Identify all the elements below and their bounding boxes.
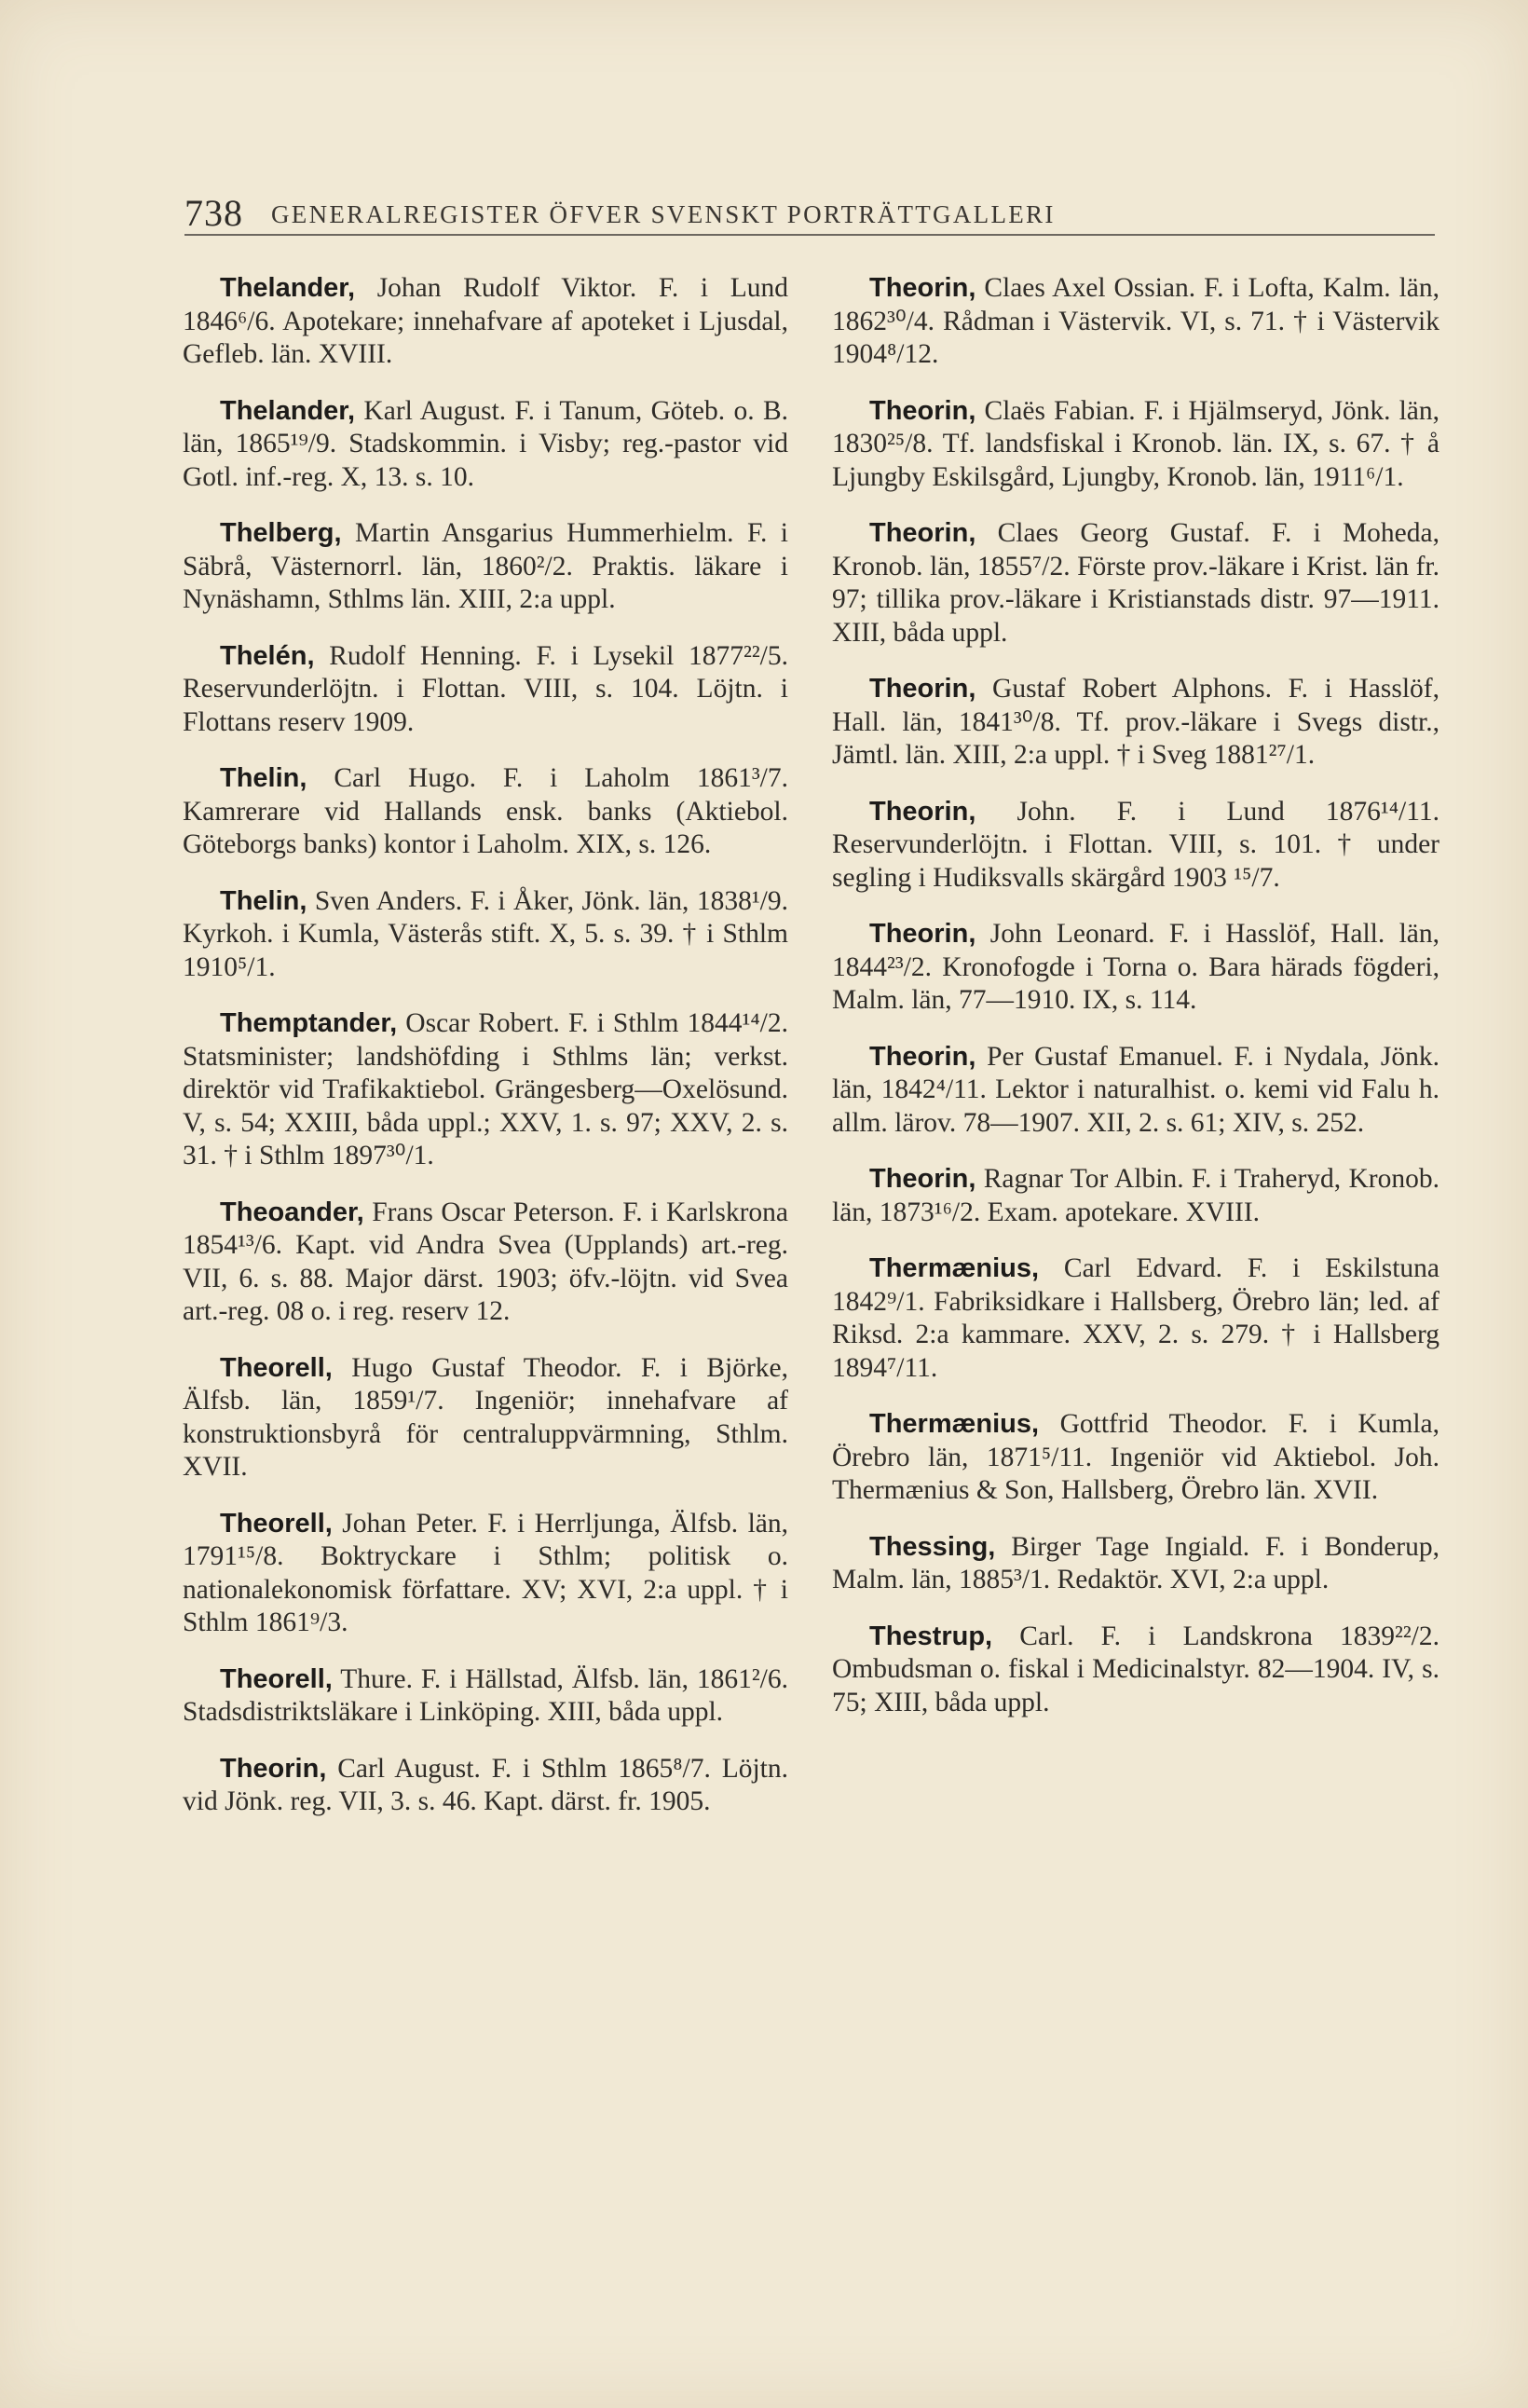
entry-surname: Theoander, <box>220 1197 364 1227</box>
register-entry <box>832 1621 1439 1720</box>
entry-text: Oscar Robert. F. i Sthlm 1844¹⁴/2. Statsminister; landshöfding i Sthlms län; verkst. direktör vid Trafikaktiebol. Grängesberg—Oxelösund. V, s. 54; XXIII, båda uppl.; XXV, 1. s. 97; XXV, 2. s. 31. † i Sthlm 1897³⁰/1. <box>183 1008 788 1170</box>
entry-text: Johan Rudolf Viktor. F. i Lund 1846⁶/6. Apotekare; innehafvare af apoteket i Ljusdal, Gefleb. län. XVIII. <box>183 273 788 369</box>
entry-text: Carl. F. i Landskrona 1839²²/2. Ombudsman o. fiskal i Medicinalstyr. 82—1904. IV, s. 75; XIII, båda uppl. <box>832 1621 1439 1717</box>
entry-text: Carl August. F. i Sthlm 1865⁸/7. Löjtn. vid Jönk. reg. VII, 3. s. 46. Kapt. därst. fr. 1905. <box>183 1753 788 1816</box>
register-entry <box>832 1163 1439 1229</box>
entry-surname: Thelén, <box>220 640 315 671</box>
entry-surname: Theorell, <box>220 1352 333 1383</box>
entry-text: Claes Georg Gustaf. F. i Moheda, Kronob. län, 1855⁷/2. Förste prov.-läkare i Krist. län fr. 97; tillika prov.-läkare i Kristianstads distr. 97—1911. XIII, båda uppl. <box>832 518 1439 648</box>
register-entry <box>832 517 1439 650</box>
entry-surname: Thelberg, <box>220 518 342 548</box>
entry-text: Per Gustaf Emanuel. F. i Nydala, Jönk. län, 1842⁴/11. Lektor i naturalhist. o. kemi vid Falu h. allm. lärov. 78—1907. XII, 2. s. 61; XIV, s. 252. <box>832 1041 1439 1138</box>
register-entry <box>832 1252 1439 1385</box>
entry-text: John Leonard. F. i Hasslöf, Hall. län, 1844²³/2. Kronofogde i Torna o. Bara härads fögderi, Malm. län, 77—1910. IX, s. 114. <box>832 919 1439 1015</box>
entry-text: John. F. i Lund 1876¹⁴/11. Reservunderlöjtn. i Flottan. VIII, s. 101. † under segling i Hudiksvalls skärgård 1903 ¹⁵/7. <box>832 796 1439 893</box>
entry-surname: Theorin, <box>869 273 976 303</box>
entry-surname: Theorin, <box>869 1164 976 1194</box>
entry-surname: Theorell, <box>220 1663 333 1694</box>
entry-surname: Themptander, <box>220 1008 398 1038</box>
register-entry <box>832 272 1439 372</box>
entry-surname: Theorin, <box>869 395 976 426</box>
register-entry <box>832 1041 1439 1141</box>
entry-surname: Theorin, <box>869 518 976 548</box>
register-entry <box>832 796 1439 896</box>
register-entry <box>183 1352 788 1484</box>
entry-text: Carl Hugo. F. i Laholm 1861³/7. Kamrerare vid Hallands ensk. banks (Aktiebol. Göteborgs banks) kontor i Laholm. XIX, s. 126. <box>183 763 788 859</box>
register-entry <box>183 885 788 985</box>
register-entry <box>183 1508 788 1640</box>
register-entry <box>183 1007 788 1173</box>
register-entry <box>832 1408 1439 1508</box>
left-column <box>183 272 788 1842</box>
entry-surname: Theorin, <box>869 796 976 827</box>
register-entry <box>183 395 788 495</box>
page-number: 738 <box>184 192 243 234</box>
entry-surname: Thelin, <box>220 885 307 916</box>
register-entry <box>183 1753 788 1819</box>
register-entry <box>183 517 788 617</box>
entry-surname: Thermænius, <box>869 1409 1040 1439</box>
entry-text: Rudolf Henning. F. i Lysekil 1877²²/5. Reservunderlöjtn. i Flottan. VIII, s. 104. Löjtn. i Flottans reserv 1909. <box>183 640 788 737</box>
entry-surname: Theorin, <box>220 1753 327 1784</box>
entry-text: Thure. F. i Hällstad, Älfsb. län, 1861²/6. Stadsdistriktsläkare i Linköping. XIII, båda uppl. <box>183 1663 789 1727</box>
right-column <box>832 272 1439 1743</box>
entry-surname: Thessing, <box>869 1531 996 1562</box>
register-entry <box>183 1197 788 1329</box>
entry-surname: Theorell, <box>220 1508 333 1539</box>
register-entry <box>183 1663 788 1730</box>
running-title: GENERALREGISTER ÖFVER SVENSKT PORTRÄTTGALLERI <box>271 200 1056 228</box>
entry-text: Frans Oscar Peterson. F. i Karlskrona 1854¹³/6. Kapt. vid Andra Svea (Upplands) art.-reg. VII, 6. s. 88. Major därst. 1903; öfv.-löjtn. vid Svea art.-reg. 08 o. i reg. reserv 12. <box>183 1197 789 1326</box>
entry-surname: Thermænius, <box>869 1253 1040 1283</box>
header-rule <box>184 234 1435 236</box>
entry-surname: Thelander, <box>220 395 356 426</box>
entry-surname: Thestrup, <box>869 1621 993 1651</box>
entry-text: Ragnar Tor Albin. F. i Traheryd, Kronob. län, 1873¹⁶/2. Exam. apotekare. XVIII. <box>832 1164 1439 1227</box>
entry-surname: Thelin, <box>220 763 307 793</box>
entry-surname: Thelander, <box>220 273 356 303</box>
register-entry <box>183 640 788 740</box>
entry-surname: Theorin, <box>869 1041 976 1072</box>
register-entry <box>832 673 1439 773</box>
entry-text: Claës Fabian. F. i Hjälmseryd, Jönk. län, 1830²⁵/8. Tf. landsfiskal i Kronob. län. IX, s. 67. † å Ljungby Eskilsgård, Ljungby, Kronob. län, 1911⁶/1. <box>832 395 1439 492</box>
register-entry <box>183 272 788 372</box>
register-entry <box>832 1531 1439 1597</box>
entry-text: Martin Ansgarius Hummerhielm. F. i Säbrå, Västernorrl. län, 1860²/2. Praktis. läkare i Nynäshamn, Sthlms län. XIII, 2:a uppl. <box>183 518 789 614</box>
register-entry <box>832 395 1439 495</box>
entry-text: Gottfrid Theodor. F. i Kumla, Örebro län, 1871⁵/11. Ingeniör vid Aktiebol. Joh. Thermænius & Son, Hallsberg, Örebro län. XVII. <box>832 1409 1439 1505</box>
entry-text: Johan Peter. F. i Herrljunga, Älfsb. län, 1791¹⁵/8. Boktryckare i Sthlm; politisk o. nationalekonomisk författare. XV; XVI, 2:a uppl. † i Sthlm 1861⁹/3. <box>183 1508 788 1637</box>
page-header <box>184 183 1435 235</box>
entry-text: Hugo Gustaf Theodor. F. i Björke, Älfsb. län, 1859¹/7. Ingeniör; innehafvare af konstruktionsbyrå för centraluppvärmning, Sthlm. XVII. <box>183 1352 788 1482</box>
entry-text: Claes Axel Ossian. F. i Lofta, Kalm. län, 1862³⁰/4. Rådman i Västervik. VI, s. 71. † i Västervik 1904⁸/12. <box>832 273 1439 369</box>
entry-text: Karl August. F. i Tanum, Göteb. o. B. län, 1865¹⁹/9. Stadskommin. i Visby; reg.-pastor vid Gotl. inf.-reg. X, 13. s. 10. <box>183 395 789 492</box>
entry-text: Gustaf Robert Alphons. F. i Hasslöf, Hall. län, 1841³⁰/8. Tf. prov.-läkare i Svegs distr., Jämtl. län. XIII, 2:a uppl. † i Sveg 1881²⁷/1. <box>832 674 1439 770</box>
register-entry <box>832 918 1439 1018</box>
entry-surname: Theorin, <box>869 674 976 704</box>
entry-text: Birger Tage Ingiald. F. i Bonderup, Malm. län, 1885³/1. Redaktör. XVI, 2:a uppl. <box>832 1531 1440 1594</box>
entry-text: Sven Anders. F. i Åker, Jönk. län, 1838¹/9. Kyrkoh. i Kumla, Västerås stift. X, 5. s. 39. † i Sthlm 1910⁵/1. <box>183 885 788 982</box>
register-entry <box>183 762 788 862</box>
entry-surname: Theorin, <box>869 919 976 949</box>
entry-text: Carl Edvard. F. i Eskilstuna 1842⁹/1. Fabriksidkare i Hallsberg, Örebro län; led. af Riksd. 2:a kammare. XXV, 2. s. 279. † i Hallsberg 1894⁷/11. <box>832 1253 1439 1383</box>
